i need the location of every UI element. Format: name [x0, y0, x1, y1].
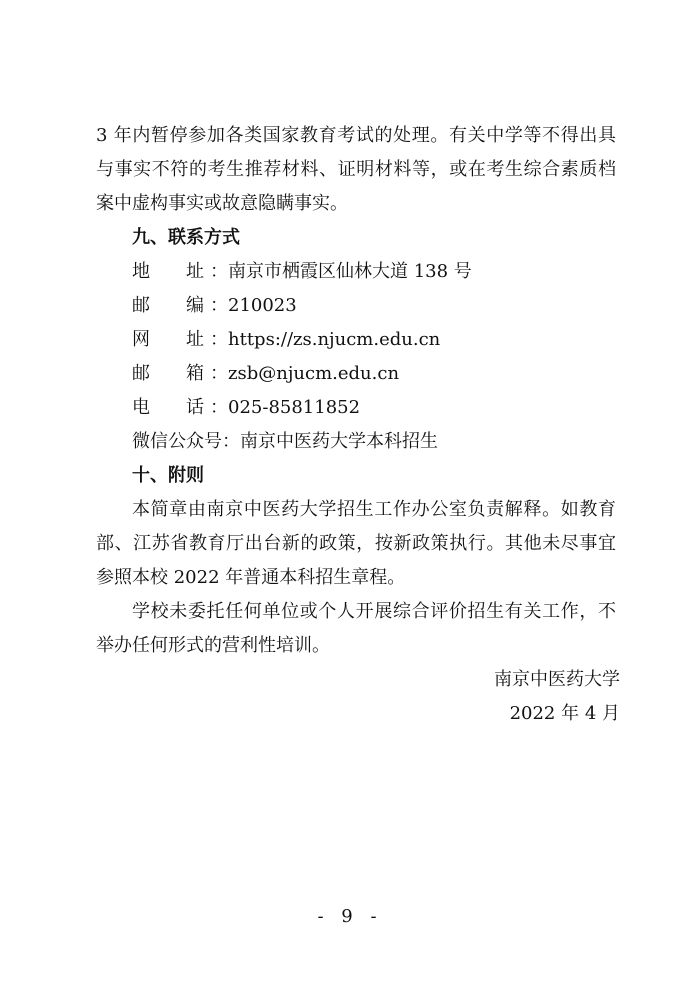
paragraph-line: 本简章由南京中医药大学招生工作办公室负责解释。如教育	[132, 499, 616, 520]
signature-institution: 南京中医药大学	[494, 669, 620, 690]
paragraph-line: 学校未委托任何单位或个人开展综合评价招生有关工作，不	[132, 601, 616, 622]
contact-website: 网 址 ：https://zs.njucm.edu.cn	[132, 329, 441, 350]
paragraph-line: 3 年内暂停参加各类国家教育考试的处理。有关中学等不得出具	[96, 125, 616, 146]
paragraph-line: 部、江苏省教育厅出台新的政策，按新政策执行。其他未尽事宜	[96, 533, 616, 554]
contact-email: 邮 箱 ：zsb@njucm.edu.cn	[132, 363, 400, 384]
paragraph-line: 举办任何形式的营利性培训。	[96, 635, 330, 656]
contact-label: 电 话	[132, 397, 204, 418]
contact-phone: 电 话 ：025-85811852	[132, 397, 361, 418]
section-heading-contact: 九、联系方式	[132, 227, 240, 248]
contact-value: https://zs.njucm.edu.cn	[228, 329, 441, 350]
signature-date: 2022 年 4 月	[509, 703, 620, 724]
contact-label: 邮 编	[132, 295, 204, 316]
contact-wechat: 微信公众号：南京中医药大学本科招生	[132, 431, 438, 452]
contact-value: zsb@njucm.edu.cn	[228, 363, 400, 384]
paragraph-line: 参照本校 2022 年普通本科招生章程。	[96, 567, 406, 588]
contact-label: 网 址	[132, 329, 204, 350]
contact-value: 南京市栖霞区仙林大道 138 号	[228, 261, 472, 282]
contact-postcode: 邮 编 ：210023	[132, 295, 297, 316]
paragraph-line: 与事实不符的考生推荐材料、证明材料等，或在考生综合素质档	[96, 159, 616, 180]
contact-value: 025-85811852	[228, 397, 361, 418]
contact-label: 邮 箱	[132, 363, 204, 384]
contact-label: 地 址	[132, 261, 204, 282]
contact-value: 210023	[228, 295, 297, 316]
section-heading-appendix: 十、附则	[132, 465, 204, 486]
contact-address: 地 址 ：南京市栖霞区仙林大道 138 号	[132, 261, 472, 282]
page-number: - 9 -	[317, 906, 383, 927]
paragraph-line: 案中虚构事实或故意隐瞒事实。	[96, 193, 348, 214]
